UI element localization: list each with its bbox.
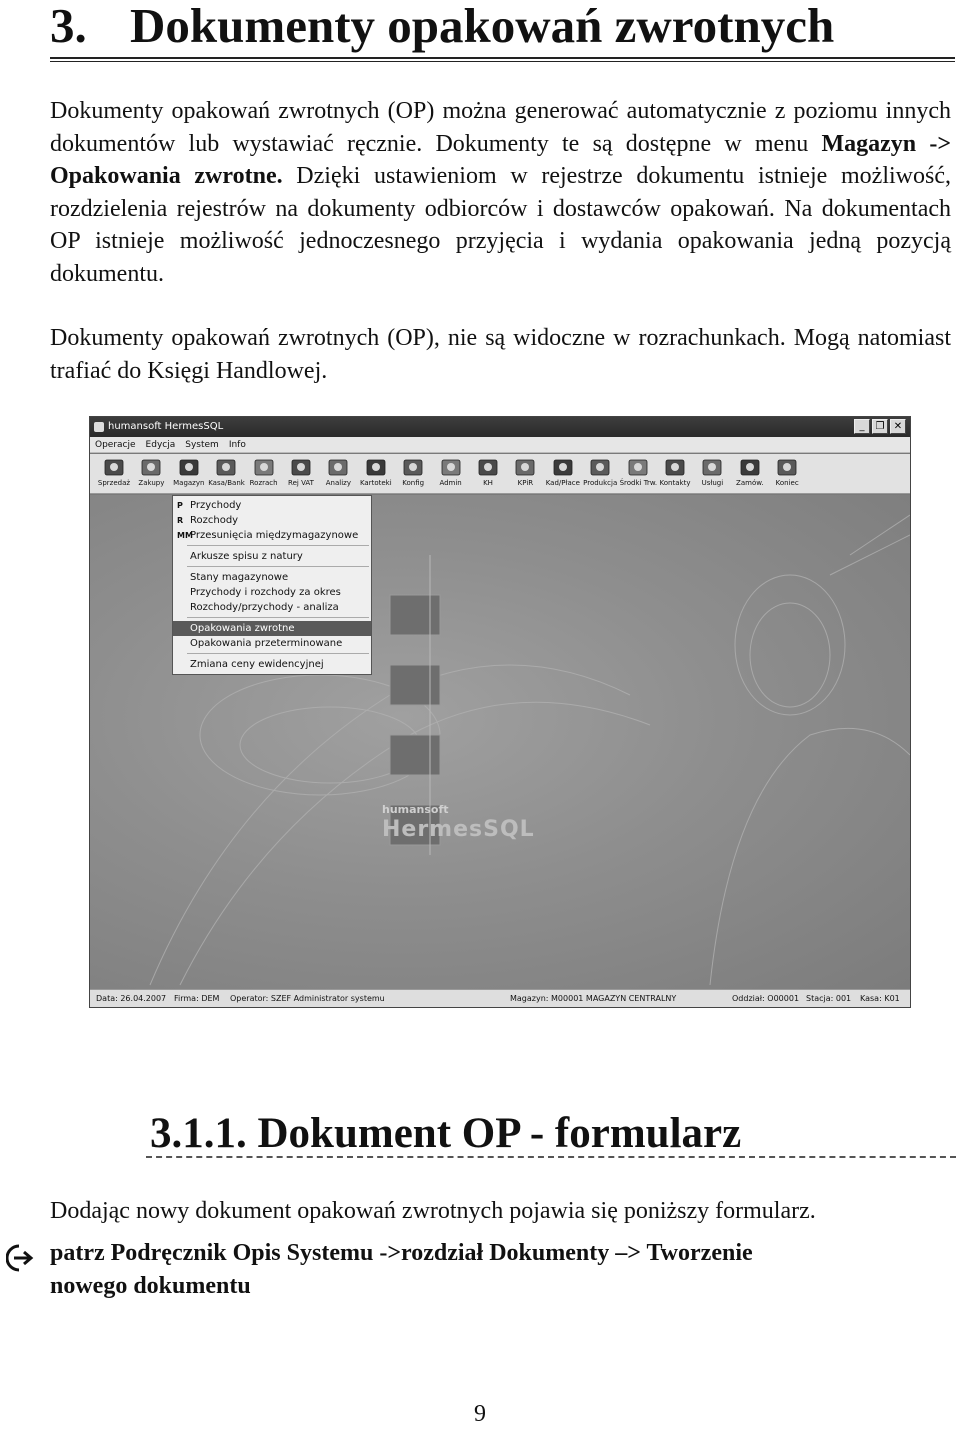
wrench-icon: [401, 457, 425, 479]
contact-icon: [663, 457, 687, 479]
toolbar-label: Kasa/Bank: [208, 479, 245, 487]
vat-icon: [289, 457, 313, 479]
menu-item-operacje[interactable]: Operacje: [95, 440, 136, 450]
toolbar-label: KPiR: [517, 479, 534, 487]
window-title: humansoft HermesSQL: [108, 421, 224, 432]
toolbar-label: Kontakty: [659, 479, 691, 487]
toolbar-label: Usługi: [701, 479, 724, 487]
toolbar-label: Sprzedaż: [97, 479, 131, 487]
section-heading: [50, 0, 955, 60]
dropdown-item-label: Rozchody/przychody - analiza: [190, 602, 339, 613]
section-title: Dokumenty opakowań zwrotnych: [130, 0, 835, 53]
toolbar-button-17[interactable]: [694, 457, 730, 491]
truck-icon: [626, 457, 650, 479]
exit-icon: [775, 457, 799, 479]
toolbar-button-14[interactable]: [582, 457, 618, 491]
service-icon: [700, 457, 724, 479]
menu-bar: [90, 437, 910, 453]
dropdown-item-key: P: [177, 501, 183, 510]
toolbar-button-11[interactable]: [470, 457, 506, 491]
status-date: Data: 26.04.2007: [96, 994, 167, 1003]
toolbar-label: Analizy: [325, 479, 351, 487]
toolbar: [90, 454, 910, 494]
minimize-button[interactable]: _: [854, 419, 870, 434]
dropdown-item-key: R: [177, 516, 184, 525]
dropdown-separator: [187, 653, 369, 654]
bicycle-icon: [214, 457, 238, 479]
toolbar-button-9[interactable]: [395, 457, 431, 491]
dropdown-item-1[interactable]: [173, 498, 371, 513]
toolbar-button-16[interactable]: [657, 457, 693, 491]
heading-rule-thin: [50, 61, 955, 62]
dropdown-item-key: MM: [177, 531, 193, 540]
menu-item-info[interactable]: Info: [228, 440, 246, 450]
toolbar-label: Zakupy: [138, 479, 165, 487]
toolbar-button-8[interactable]: [358, 457, 394, 491]
window-titlebar: [90, 417, 910, 437]
dropdown-item-label: Stany magazynowe: [190, 572, 289, 583]
close-button[interactable]: ✕: [890, 419, 906, 434]
forklift-icon: [177, 457, 201, 479]
watermark-product: HermesSQL: [382, 817, 535, 842]
toolbar-button-13[interactable]: [545, 457, 581, 491]
toolbar-label: Kad/Płace: [545, 479, 580, 487]
status-firm: Firma: DEM: [174, 994, 220, 1003]
reference-note-line-1: patrz Podręcznik Opis Systemu ->rozdział Dokumenty –> Tworzenie: [50, 1240, 753, 1266]
dropdown-item-label: Arkusze spisu z natury: [190, 551, 303, 562]
calculator-icon: [252, 457, 276, 479]
intro-paragraph-2: Dokumenty opakowań zwrotnych (OP), nie są widoczne w rozrachunkach. Mogą natomiast trafiać do Księgi Handlowej.: [50, 325, 951, 384]
ledger-icon: [476, 457, 500, 479]
dropdown-separator: [187, 617, 369, 618]
dropdown-item-label: Przesunięcia międzymagazynowe: [190, 530, 359, 541]
dropdown-item-8[interactable]: [173, 621, 371, 636]
dropdown-separator: [187, 545, 369, 546]
menu-path: Magazyn -> Opakowania zwrotne.: [50, 130, 952, 189]
dropdown-item-label: Rozchody: [190, 515, 239, 526]
book-icon: [513, 457, 537, 479]
intro-text-b: Dzięki ustawieniom w rejestrze dokumentu istnieje możliwość, rozdzielenia rejestrów na dokumenty odbiorców i dostawców opakowań. Na dokumentach OP istnieje możliwość jednoczesnego przyjęcia i wydania opakowania jedną pozycją dokumentu.: [50, 163, 951, 287]
cards-icon: [364, 457, 388, 479]
dropdown-item-label: Przychody: [190, 500, 242, 511]
toolbar-label: Koniec: [775, 479, 799, 487]
dropdown-item-4[interactable]: [173, 549, 371, 564]
toolbar-button-12[interactable]: [507, 457, 543, 491]
toolbar-button-1[interactable]: [96, 457, 132, 491]
order-icon: [738, 457, 762, 479]
app-logo-icon: [94, 422, 104, 432]
toolbar-button-7[interactable]: [320, 457, 356, 491]
dropdown-item-label: Przychody i rozchody za okres: [190, 587, 341, 598]
toolbar-button-18[interactable]: [732, 457, 768, 491]
toolbar-label: Rej VAT: [288, 479, 314, 487]
toolbar-button-19[interactable]: [769, 457, 805, 491]
section-number: 3.: [50, 0, 87, 53]
form-intro-paragraph: Dodając nowy dokument opakowań zwrotnych pojawia się poniższy formularz.: [50, 1198, 816, 1224]
page-number: 9: [474, 1401, 486, 1427]
magazyn-dropdown-menu: [172, 495, 372, 675]
dropdown-item-9[interactable]: [173, 636, 371, 651]
subsection-heading: [150, 1108, 850, 1160]
factory-icon: [588, 457, 612, 479]
status-register: Kasa: K01: [860, 994, 900, 1003]
dropdown-item-3[interactable]: [173, 528, 371, 543]
status-branch: Oddział: O00001: [732, 994, 800, 1003]
dropdown-item-label: Opakowania zwrotne: [190, 623, 295, 634]
dropdown-item-10[interactable]: [173, 657, 371, 672]
dropdown-item-2[interactable]: [173, 513, 371, 528]
menu-item-system[interactable]: System: [185, 440, 219, 450]
dropdown-item-5[interactable]: [173, 570, 371, 585]
toolbar-label: KH: [483, 479, 493, 487]
status-bar: [90, 989, 910, 1007]
toolbar-button-4[interactable]: [208, 457, 244, 491]
subsection-title: Dokument OP - formularz: [257, 1110, 742, 1157]
toolbar-label: Rozrach: [249, 479, 278, 487]
toolbar-label: Zamów.: [736, 479, 764, 487]
intro-paragraph: [50, 95, 951, 290]
dropdown-item-label: Zmiana ceny ewidencyjnej: [190, 659, 324, 670]
toolbar-button-5[interactable]: [246, 457, 282, 491]
watermark-brand: humansoft: [382, 803, 449, 816]
stamp-icon: [439, 457, 463, 479]
toolbar-label: Produkcja: [583, 479, 618, 487]
status-station: Stacja: 001: [806, 994, 852, 1003]
subsection-number: 3.1.1.: [150, 1110, 247, 1157]
register-icon: [102, 457, 126, 479]
chart-icon: [326, 457, 350, 479]
people-icon: [551, 457, 575, 479]
toolbar-label: Konfig: [402, 479, 425, 487]
reference-note-line-2: nowego dokumentu: [50, 1272, 251, 1299]
dropdown-item-7[interactable]: [173, 600, 371, 615]
heading-rule: [50, 57, 955, 59]
cart-icon: [139, 457, 163, 479]
restore-button[interactable]: ❐: [872, 419, 888, 434]
dropdown-item-label: Opakowania przeterminowane: [190, 638, 343, 649]
toolbar-button-6[interactable]: [283, 457, 319, 491]
menu-item-edycja[interactable]: Edycja: [145, 440, 176, 450]
status-operator: Operator: SZEF Administrator systemu: [230, 994, 385, 1003]
toolbar-button-2[interactable]: [133, 457, 169, 491]
reference-note: [50, 1237, 910, 1302]
reference-arrow-icon: [6, 1243, 36, 1273]
dropdown-separator: [187, 566, 369, 567]
toolbar-label: Środki Trw.: [619, 479, 658, 487]
toolbar-label: Kartoteki: [359, 479, 392, 487]
toolbar-label: Magazyn: [173, 479, 205, 487]
dropdown-item-6[interactable]: [173, 585, 371, 600]
status-warehouse: Magazyn: M00001 MAGAZYN CENTRALNY: [510, 994, 677, 1003]
toolbar-label: Admin: [439, 479, 462, 487]
subsection-rule: [146, 1156, 956, 1158]
toolbar-button-10[interactable]: [433, 457, 469, 491]
toolbar-button-3[interactable]: [171, 457, 207, 491]
app-window: [89, 416, 911, 1008]
toolbar-button-15[interactable]: [620, 457, 656, 491]
intro-text-a: Dokumenty opakowań zwrotnych (OP) można generować automatycznie z poziomu innych dokumentów lub wystawiać ręcznie. Dokumenty te są dostępne w menu: [50, 98, 951, 157]
